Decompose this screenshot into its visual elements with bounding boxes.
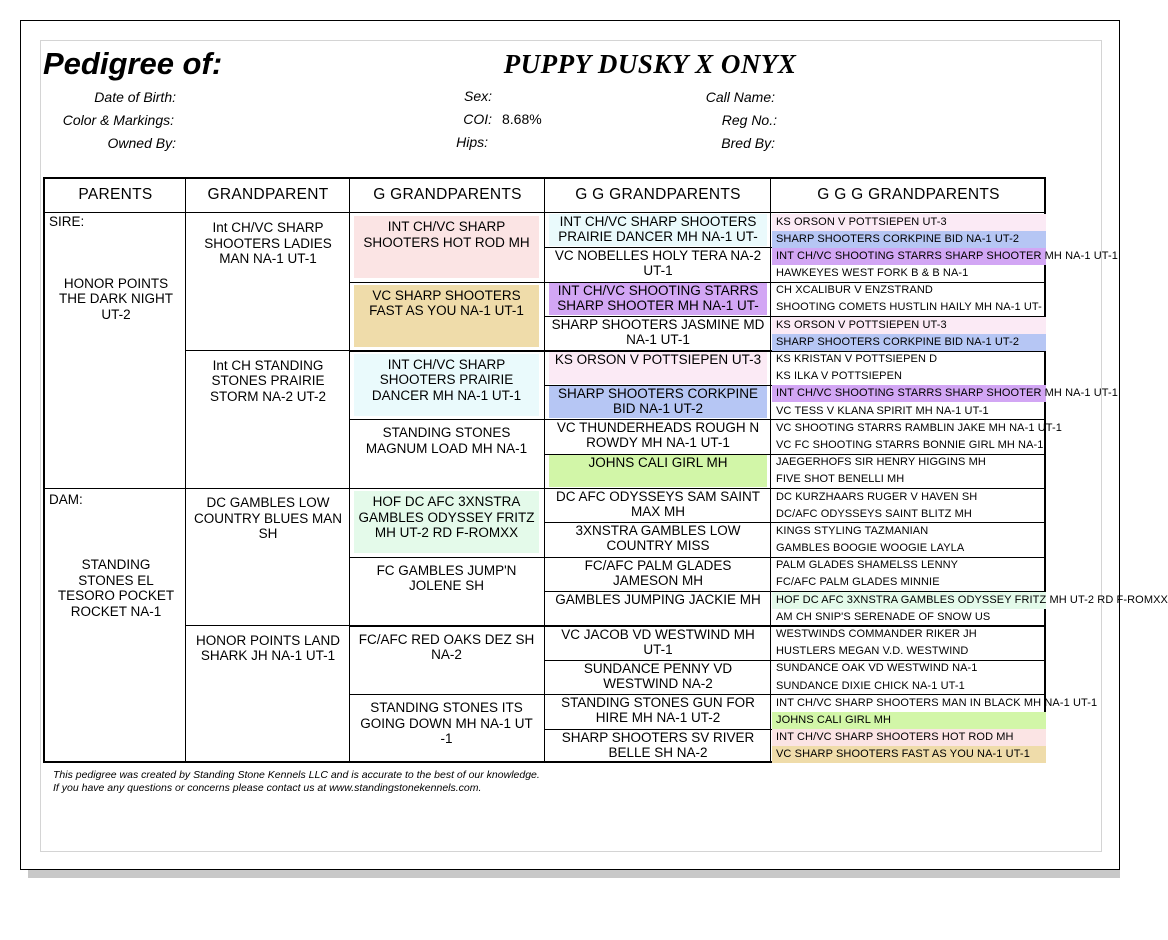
gg-grandparent-name: SHARP SHOOTERS CORKPINE BID NA-1 UT-2 [549, 386, 767, 418]
reg-no-label: Reg No.: [721, 112, 777, 128]
ggg-grandparent-name: FC/AFC PALM GLADES MINNIE [776, 576, 940, 589]
gg-grandparent-name: KS ORSON V POTTSIEPEN UT-3 [549, 352, 767, 384]
sire-name: HONOR POINTS THE DARK NIGHT UT-2 [58, 275, 173, 322]
gg-grandparent-name: JOHNS CALI GIRL MH [549, 455, 767, 487]
ggg-grandparent-name: SUNDANCE DIXIE CHICK NA-1 UT-1 [776, 679, 965, 692]
ggg-grandparent-name: FIVE SHOT BENELLI MH [776, 473, 905, 486]
g-grandparent-name: STANDING STONES MAGNUM LOAD MH NA-1 [365, 425, 528, 456]
gg-grandparent-name: SHARP SHOOTERS JASMINE MD NA-1 UT-1 [551, 317, 765, 348]
dob-label: Date of Birth: [94, 89, 176, 105]
ggg-grandparent-name: VC SHARP SHOOTERS FAST AS YOU NA-1 UT-1 [772, 746, 1046, 763]
ggg-grandparent-name: HAWKEYES WEST FORK B & B NA-1 [776, 267, 969, 280]
ggg-grandparent-name: CH XCALIBUR V ENZSTRAND [776, 284, 933, 297]
ggg-grandparent-name: KS ORSON V POTTSIEPEN UT-3 [772, 214, 1046, 231]
gg-grandparent-name: VC THUNDERHEADS ROUGH N ROWDY MH NA-1 UT-1 [556, 420, 760, 451]
column-header-parents: PARENTS [45, 179, 186, 213]
sex-label: Sex: [463, 88, 492, 104]
gg-grandparent-name: 3XNSTRA GAMBLES LOW COUNTRY MISS [575, 523, 741, 554]
gg-grandparent-name: INT CH/VC SHOOTING STARRS SHARP SHOOTER MH NA-1 UT- [549, 283, 767, 315]
g-grandparent-name: INT CH/VC SHARP SHOOTERS HOT ROD MH [354, 216, 539, 278]
ggg-grandparent-name: INT CH/VC SHOOTING STARRS SHARP SHOOTER MH NA-1 UT-1 [772, 385, 1046, 402]
grandparent-name: DC GAMBLES LOW COUNTRY BLUES MAN SH [193, 495, 343, 541]
ggg-grandparent-name: VC TESS V KLANA SPIRIT MH NA-1 UT-1 [776, 404, 989, 417]
ggg-grandparent-name: DC/AFC ODYSSEYS SAINT BLITZ MH [776, 507, 972, 520]
ggg-grandparent-name: JOHNS CALI GIRL MH [772, 712, 1046, 729]
hips-label: Hips: [456, 134, 488, 150]
footer-disclaimer: This pedigree was created by Standing Stone Kennels LLC and is accurate to the best of our knowledge. [53, 769, 540, 781]
gg-grandparent-name: SHARP SHOOTERS SV RIVER BELLE SH NA-2 [561, 729, 755, 760]
ggg-grandparent-name: KINGS STYLING TAZMANIAN [776, 524, 929, 537]
g-grandparent-name: FC/AFC RED OAKS DEZ SH NA-2 [358, 631, 535, 662]
pedigree-of-label: Pedigree of: [43, 46, 223, 81]
ggg-grandparent-name: JAEGERHOFS SIR HENRY HIGGINS MH [776, 456, 986, 469]
g-grandparent-name: FC GAMBLES JUMP'N JOLENE SH [376, 562, 517, 594]
column-header-ggg-grandparents: G G G GRANDPARENTS [771, 179, 1046, 213]
g-grandparent-name: VC SHARP SHOOTERS FAST AS YOU NA-1 UT-1 [354, 285, 539, 347]
gg-grandparent-name: VC NOBELLES HOLY TERA NA-2 UT-1 [554, 248, 762, 279]
ggg-grandparent-name: WESTWINDS COMMANDER RIKER JH [776, 628, 977, 641]
ggg-grandparent-name: INT CH/VC SHARP SHOOTERS MAN IN BLACK MH NA-1 UT-1 [776, 696, 1098, 709]
gg-grandparent-name: STANDING STONES GUN FOR HIRE MH NA-1 UT-2 [561, 695, 755, 726]
ggg-grandparent-name: KS ILKA V POTTSIEPEN [776, 370, 903, 383]
ggg-grandparent-name: KS ORSON V POTTSIEPEN UT-3 [772, 317, 1046, 334]
column-header-grandparent: GRANDPARENT [186, 179, 350, 213]
ggg-grandparent-name: PALM GLADES SHAMELSS LENNY [776, 559, 959, 572]
g-grandparent-name: STANDING STONES ITS GOING DOWN MH NA-1 UT -1 [360, 700, 533, 747]
owned-by-label: Owned By: [107, 135, 176, 151]
gg-grandparent-name: DC AFC ODYSSEYS SAM SAINT MAX MH [555, 489, 761, 519]
color-markings-label: Color & Markings: [62, 112, 174, 128]
grandparent-name: HONOR POINTS LAND SHARK JH NA-1 UT-1 [195, 632, 341, 663]
ggg-grandparent-name: VC SHOOTING STARRS RAMBLIN JAKE MH NA-1 UT-1 [776, 421, 1062, 434]
ggg-grandparent-name: KS KRISTAN V POTTSIEPEN D [776, 353, 938, 366]
footer-contact: If you have any questions or concerns please contact us at www.standingstonekennels.com. [53, 782, 482, 794]
column-divider [544, 179, 545, 761]
gg-grandparent-name: SUNDANCE PENNY VD WESTWIND NA-2 [583, 660, 733, 691]
g-grandparent-name: HOF DC AFC 3XNSTRA GAMBLES ODYSSEY FRITZ MH UT-2 RD F-ROMXX [354, 491, 539, 553]
coi-label: COI: [463, 111, 492, 127]
ggg-grandparent-name: GAMBLES BOOGIE WOOGIE LAYLA [776, 542, 965, 555]
ggg-grandparent-name: SUNDANCE OAK VD WESTWIND NA-1 [776, 662, 978, 675]
ggg-grandparent-name: INT CH/VC SHOOTING STARRS SHARP SHOOTER MH NA-1 UT-1 [772, 248, 1046, 265]
column-divider [185, 179, 186, 761]
ggg-grandparent-name: AM CH SNIP'S SERENADE OF SNOW US [776, 610, 991, 623]
ggg-grandparent-name: VC FC SHOOTING STARRS BONNIE GIRL MH NA-1 [776, 438, 1044, 451]
coi-value: 8.68% [502, 111, 542, 127]
ggg-grandparent-name: SHARP SHOOTERS CORKPINE BID NA-1 UT-2 [772, 231, 1046, 248]
ggg-grandparent-name: HUSTLERS MEGAN V.D. WESTWIND [776, 645, 969, 658]
ggg-grandparent-name: DC KURZHAARS RUGER V HAVEN SH [776, 490, 978, 503]
bred-by-label: Bred By: [721, 135, 775, 151]
ggg-grandparent-name: HOF DC AFC 3XNSTRA GAMBLES ODYSSEY FRITZ MH UT-2 RD F-ROMXX [772, 592, 1046, 609]
ggg-grandparent-name: SHOOTING COMETS HUSTLIN HAILY MH NA-1 UT- [776, 301, 1042, 314]
column-header-gg-grandparents: G G GRANDPARENTS [545, 179, 771, 213]
pedigree-table [43, 177, 1168, 763]
column-divider [349, 179, 350, 761]
dam-tag: DAM: [49, 492, 83, 507]
gg-grandparent-name: GAMBLES JUMPING JACKIE MH [555, 592, 761, 608]
column-header-g-grandparents: G GRANDPARENTS [350, 179, 545, 213]
ggg-grandparent-name: SHARP SHOOTERS CORKPINE BID NA-1 UT-2 [772, 334, 1046, 351]
grandparent-name: Int CH STANDING STONES PRAIRIE STORM NA-2 UT-2 [209, 357, 326, 404]
call-name-label: Call Name: [705, 89, 775, 105]
g-grandparent-name: INT CH/VC SHARP SHOOTERS PRAIRIE DANCER MH NA-1 UT-1 [354, 354, 539, 416]
ggg-grandparent-name: INT CH/VC SHARP SHOOTERS HOT ROD MH [772, 729, 1046, 746]
sire-tag: SIRE: [49, 214, 85, 229]
column-divider [770, 179, 771, 761]
gg-grandparent-name: VC JACOB VD WESTWIND MH UT-1 [561, 626, 755, 657]
gg-grandparent-name: FC/AFC PALM GLADES JAMESON MH [584, 557, 732, 588]
dog-name: PUPPY DUSKY X ONYX [503, 49, 797, 79]
grandparent-name: Int CH/VC SHARP SHOOTERS LADIES MAN NA-1 UT-1 [204, 220, 332, 266]
gg-grandparent-name: INT CH/VC SHARP SHOOTERS PRAIRIE DANCER MH NA-1 UT- [549, 214, 767, 246]
dam-name: STANDING STONES EL TESORO POCKET ROCKET NA-1 [57, 557, 175, 619]
